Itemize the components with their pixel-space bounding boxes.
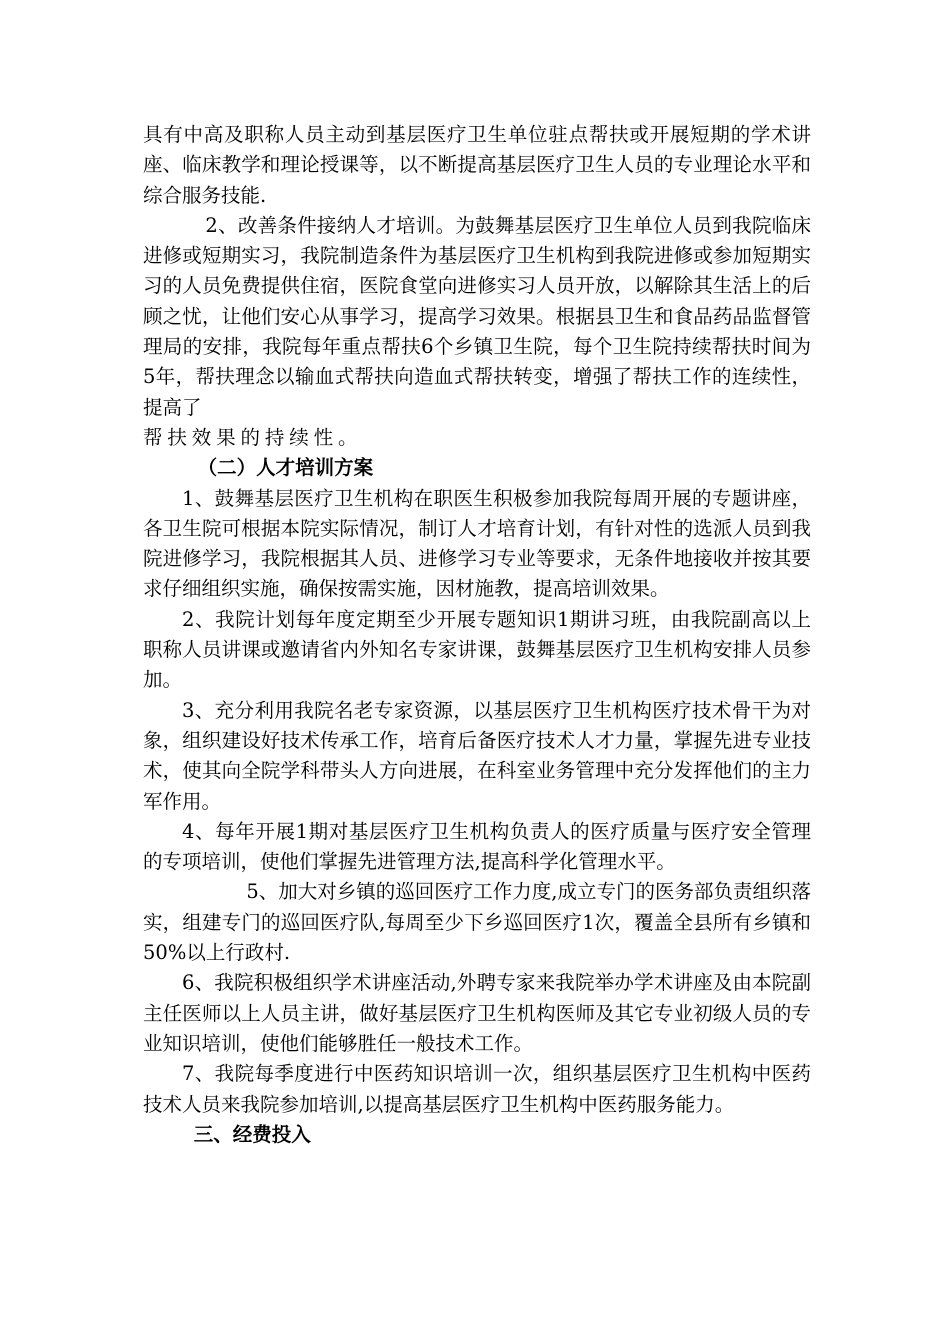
- section-heading-training-plan: （二）人才培训方案: [197, 456, 374, 480]
- paragraph-training-item-2: 2、我院计划每年度定期至少开展专题知识1期讲习班，由我院副高以上职称人员讲课或邀请省内外知名专家讲课，鼓舞基层医疗卫生机构安排人员参加。: [143, 607, 811, 692]
- paragraph-talent-training-conditions: 2、改善条件接纳人才培训。为鼓舞基层医疗卫生单位人员到我院临床进修或短期实习，我院制造条件为基层医疗卫生机构到我院进修或参加短期实习的人员免费提供住宿，医院食堂向进修实习人员开放，以解除其生活上的后顾之忧，让他们安心从事学习，提高学习效果。根据县卫生和食品药品监督管理局的安排，我院每年重点帮扶6个乡镇卫生院，每个卫生院持续帮扶时间为5年，帮扶理念以输血式帮扶向造血式帮扶转变，增强了帮扶工作的连续性，提高了: [143, 213, 811, 419]
- paragraph-training-item-1: 1、鼓舞基层医疗卫生机构在职医生积极参加我院每周开展的专题讲座，各卫生院可根据本院实际情况，制订人才培育计划，有针对性的选派人员到我院进修学习，我院根据其人员、进修学习专业等要求，无条件地接收并按其要求仔细组织实施，确保按需实施，因材施教，提高培训效果。: [143, 486, 811, 601]
- document-page: [143, 120, 811, 1150]
- paragraph-training-item-5: 5、加大对乡镇的巡回医疗工作力度,成立专门的医务部负责组织落实，组建专门的巡回医疗队,每周至少下乡巡回医疗1次，覆盖全县所有乡镇和50%以上行政村.: [143, 880, 811, 965]
- paragraph-training-item-6: 6、我院积极组织学术讲座活动,外聘专家来我院举办学术讲座及由本院副主任医师以上人员主讲，做好基层医疗卫生机构医师及其它专业初级人员的专业知识培训，使他们能够胜任一般技术工作。: [143, 971, 811, 1055]
- paragraph-talent-training-conditions-tail: 帮扶效果的持续性。: [143, 425, 363, 449]
- paragraph-training-item-4: 4、每年开展1期对基层医疗卫生机构负责人的医疗质量与医疗安全管理的专项培训，使他们掌握先进管理方法,提高科学化管理水平。: [143, 819, 811, 874]
- paragraph-training-item-3: 3、充分利用我院名老专家资源，以基层医疗卫生机构医疗技术骨干为对象，组织建设好技术传承工作，培育后备医疗技术人才力量，掌握先进专业技术，使其向全院学科带头人方向进展，在科室业务管理中充分发挥他们的主力军作用。: [143, 698, 811, 813]
- paragraph-training-item-7: 7、我院每季度进行中医药知识培训一次，组织基层医疗卫生机构中医药技术人员来我院参加培训,以提高基层医疗卫生机构中医药服务能力。: [143, 1062, 811, 1116]
- section-heading-funding: 三、经费投入: [193, 1122, 311, 1146]
- paragraph-continuation: 具有中高及职称人员主动到基层医疗卫生单位驻点帮扶或开展短期的学术讲座、临床教学和理论授课等，以不断提高基层医疗卫生人员的专业理论水平和综合服务技能.: [143, 123, 811, 207]
